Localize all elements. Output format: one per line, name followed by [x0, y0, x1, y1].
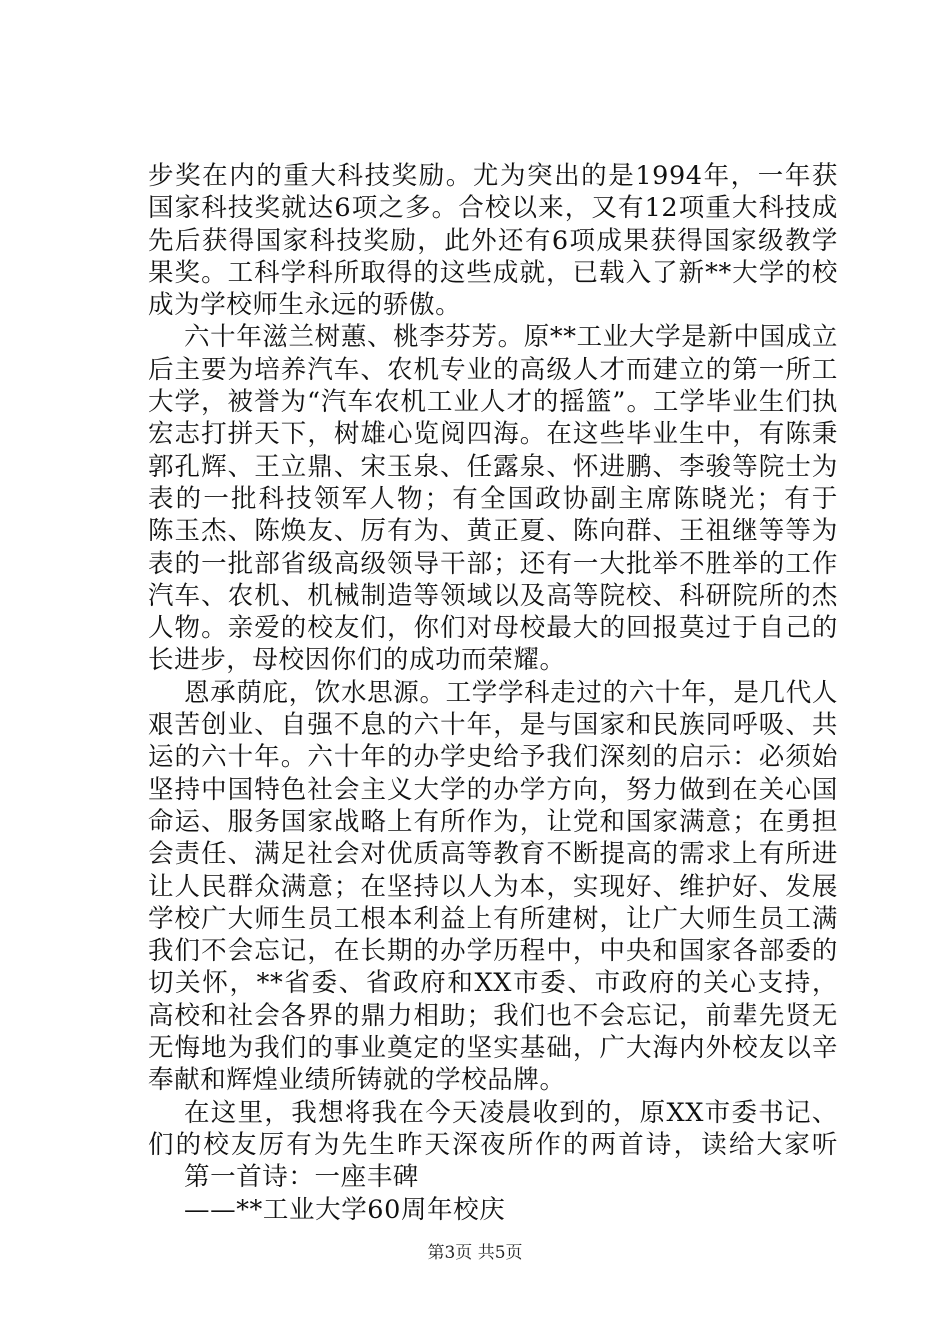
- text-line: 步奖在内的重大科技奖励。尤为突出的是1994年，一年获: [148, 161, 838, 191]
- paragraph-start-line: 恩承荫庇，饮水思源。工学学科走过的六十年，是几代人: [184, 677, 838, 708]
- poem-title: 第一首诗：一座丰碑: [184, 1162, 419, 1193]
- text-line: 学校广大师生员工根本利益上有所建树，让广大师生员工满: [148, 903, 838, 934]
- text-line: 无悔地为我们的事业奠定的坚实基础，广大海内外校友以辛: [148, 1033, 838, 1064]
- text-line: 们的校友厉有为先生昨天深夜所作的两首诗，读给大家听: [148, 1129, 838, 1160]
- text-line: 国家科技奖就达6项之多。合校以来，又有12项重大科技成: [148, 193, 838, 224]
- text-line: 表的一批科技领军人物；有全国政协副主席陈晓光；有于: [148, 483, 838, 514]
- paragraph-start-line: 六十年滋兰树蕙、桃李芬芳。原**工业大学是新中国成立: [184, 322, 838, 353]
- text-line: 长进步，母校因你们的成功而荣耀。: [148, 645, 566, 676]
- text-line: 郭孔辉、王立鼎、宋玉泉、任露泉、怀进鹏、李骏等院士为: [148, 451, 838, 482]
- text-line: 宏志打拼天下，树雄心览阅四海。在这些毕业生中，有陈秉: [148, 419, 838, 450]
- text-line: 坚持中国特色社会主义大学的办学方向，努力做到在关心国: [148, 774, 838, 805]
- text-line: 表的一批部省级高级领导干部；还有一大批举不胜举的工作: [148, 548, 838, 579]
- text-line: 会责任、满足社会对优质高等教育不断提高的需求上有所进: [148, 839, 838, 870]
- paragraph-start-line: 在这里，我想将我在今天凌晨收到的，原XX市委书记、: [184, 1097, 838, 1128]
- text-line: 高校和社会各界的鼎力相助；我们也不会忘记，前辈先贤无: [148, 1000, 838, 1031]
- poem-subtitle: ——**工业大学60周年校庆: [184, 1194, 506, 1225]
- text-line: 我们不会忘记，在长期的办学历程中，中央和国家各部委的: [148, 936, 838, 967]
- text-line: 让人民群众满意；在坚持以人为本，实现好、维护好、发展: [148, 871, 838, 902]
- text-line: 切关怀，**省委、省政府和XX市委、市政府的关心支持，: [148, 968, 838, 999]
- text-line: 陈玉杰、陈焕友、厉有为、黄正夏、陈向群、王祖继等等为: [148, 516, 838, 547]
- text-line: 果奖。工科学科所取得的这些成就，已载入了新**大学的校: [148, 257, 838, 288]
- text-line: 运的六十年。六十年的办学史给予我们深刻的启示：必须始: [148, 742, 838, 773]
- text-line: 奉献和辉煌业绩所铸就的学校品牌。: [148, 1065, 566, 1096]
- text-line: 大学，被誉为“汽车农机工业人才的摇篮”。工学毕业生们执: [148, 387, 838, 418]
- text-line: 人物。亲爱的校友们，你们对母校最大的回报莫过于自己的: [148, 613, 838, 644]
- text-line: 成为学校师生永远的骄傲。: [148, 290, 462, 321]
- text-line: 后主要为培养汽车、农机专业的高级人才而建立的第一所工: [148, 354, 838, 385]
- text-line: 先后获得国家科技奖励，此外还有6项成果获得国家级教学: [148, 225, 838, 256]
- text-line: 艰苦创业、自强不息的六十年，是与国家和民族同呼吸、共: [148, 710, 838, 741]
- document-body: [148, 160, 838, 1226]
- text-line: 汽车、农机、机械制造等领域以及高等院校、科研院所的杰: [148, 580, 838, 611]
- page-number-footer: 第3页 共5页: [427, 1243, 523, 1263]
- text-line: 命运、服务国家战略上有所作为，让党和国家满意；在勇担: [148, 806, 838, 837]
